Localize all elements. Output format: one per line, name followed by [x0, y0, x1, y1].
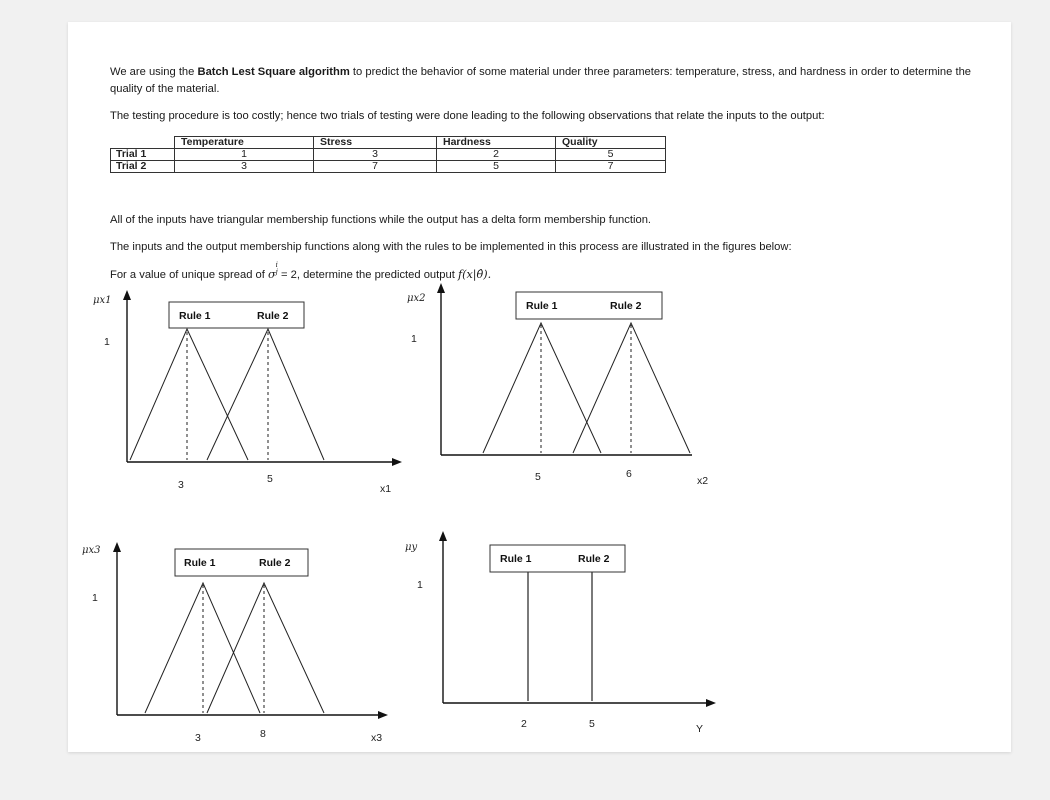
one-tick-label: 1: [92, 592, 98, 604]
membership-triangle-rule2: [207, 329, 324, 460]
rule1-label: Rule 1: [184, 557, 216, 569]
figure-x3: [82, 542, 388, 744]
center2-tick-label: 6: [626, 468, 632, 480]
rule2-label: Rule 2: [257, 310, 289, 322]
question-text-start: For a value of unique spread of: [110, 269, 268, 281]
rule2-label: Rule 2: [610, 300, 642, 312]
mu-x2-label: μx2: [407, 293, 426, 304]
output-formula: f(x|θ̂).: [457, 268, 492, 281]
arrow-up-icon: [439, 531, 447, 541]
one-tick-label: 1: [417, 579, 423, 591]
arrow-up-icon: [123, 290, 131, 300]
center2-tick-label: 5: [589, 718, 595, 730]
center1-tick-label: 3: [178, 479, 184, 491]
center1-tick-label: 2: [521, 718, 527, 730]
table-cell: 7: [556, 161, 666, 173]
sigma-letter: σ: [267, 268, 276, 281]
table-cell: 3: [175, 161, 314, 173]
one-tick-label: 1: [104, 336, 110, 348]
membership-triangle-rule1: [130, 329, 248, 460]
table-cell: 7: [314, 161, 437, 173]
membership-triangle-rule2: [207, 583, 324, 713]
membership-paragraph: All of the inputs have triangular membership functions while the output has a delta form membership function.: [110, 214, 652, 226]
mu-x1-label: μx1: [93, 295, 112, 306]
rule1-label: Rule 1: [179, 310, 211, 322]
rule2-label: Rule 2: [578, 553, 610, 565]
table-header: Stress: [314, 137, 437, 149]
intro-text-start: We are using the: [110, 66, 198, 78]
testing-paragraph: The testing procedure is too costly; hence two trials of testing were done leading to the following observations that relate the inputs to the output:: [110, 110, 825, 122]
arrow-up-icon: [437, 283, 445, 293]
mu-x3-label: μx3: [82, 545, 101, 556]
center2-tick-label: 8: [260, 728, 266, 740]
membership-triangle-rule1: [483, 323, 601, 453]
x1-axis-label: x1: [380, 483, 392, 495]
arrow-right-icon: [392, 458, 402, 466]
x3-axis-label: x3: [371, 732, 383, 744]
table-cell: 5: [437, 161, 556, 173]
row-label: Trial 1: [111, 149, 175, 161]
rule1-label: Rule 1: [500, 553, 532, 565]
one-tick-label: 1: [411, 333, 417, 345]
center2-tick-label: 5: [267, 473, 273, 485]
table-cell: 1: [175, 149, 314, 161]
arrow-right-icon: [378, 711, 388, 719]
table-cell: 2: [437, 149, 556, 161]
table-cell: 5: [556, 149, 666, 161]
row-label: Trial 2: [111, 161, 175, 173]
x2-axis-label: x2: [697, 475, 709, 487]
mu-y-label: μy: [405, 542, 418, 553]
y-axis-label: Y: [696, 723, 704, 735]
table-header: Hardness: [437, 137, 556, 149]
table-header: Quality: [556, 137, 666, 149]
question-text-mid: = 2, determine the predicted output: [277, 269, 458, 281]
figure-y: [405, 531, 716, 735]
table-header: Temperature: [175, 137, 314, 149]
rule1-label: Rule 1: [526, 300, 558, 312]
arrow-up-icon: [113, 542, 121, 552]
figure-x1: [93, 290, 402, 495]
center1-tick-label: 5: [535, 471, 541, 483]
sigma-subscript: j: [275, 268, 278, 276]
figures-intro-paragraph: The inputs and the output membership functions along with the rules to be implemented in this process are illustrated in the figures below:: [110, 241, 792, 253]
arrow-right-icon: [706, 699, 716, 707]
table-cell: 3: [314, 149, 437, 161]
intro-text-end: to predict the behavior of some material under three parameters: temperature, stress, and hardness in order to determine the quality of the material.: [110, 66, 972, 95]
sigma-superscript: i: [275, 261, 278, 269]
figure-x2: [407, 283, 708, 487]
algorithm-name: Batch Lest Square algorithm: [197, 66, 350, 78]
rule2-label: Rule 2: [259, 557, 291, 569]
center1-tick-label: 3: [195, 732, 201, 744]
